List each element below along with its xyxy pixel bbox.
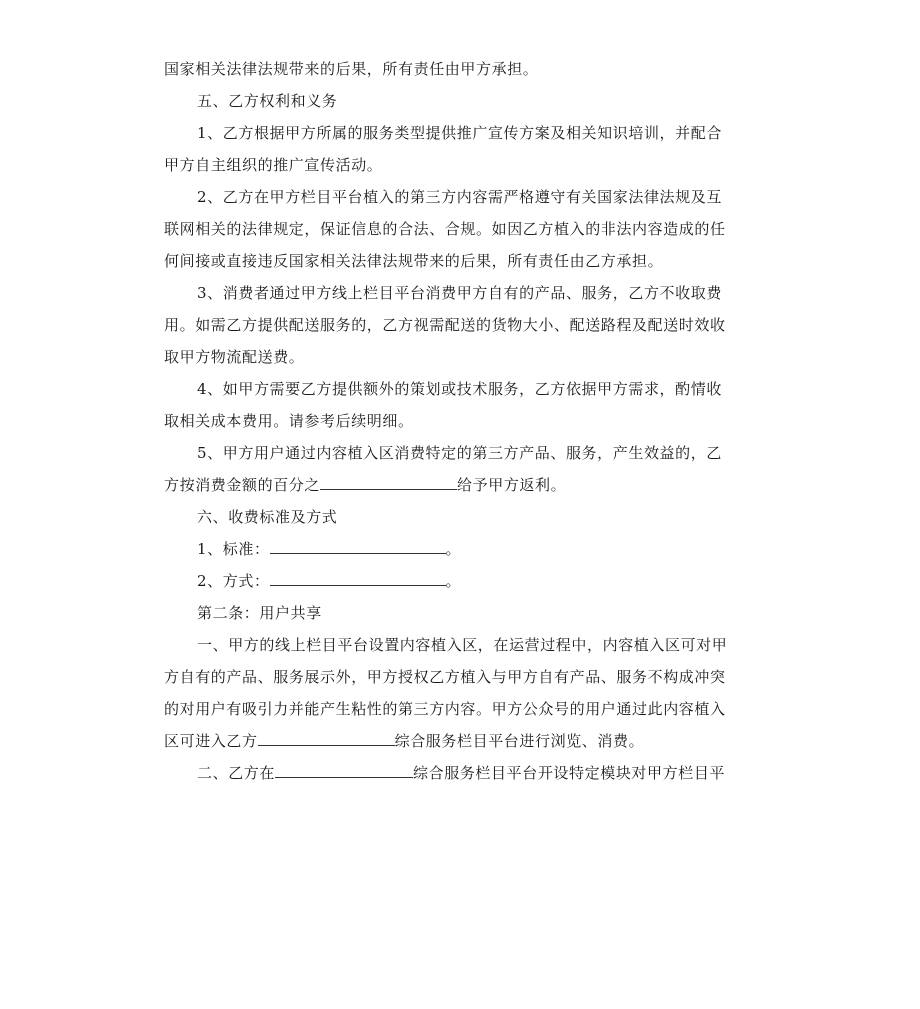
text-line: 一、甲方的线上栏目平台设置内容植入区，在运营过程中，内容植入区可对甲	[197, 636, 728, 654]
fill-in-blank[interactable]	[270, 539, 446, 554]
text-segment: 。	[445, 540, 462, 558]
text-line: 何间接或直接违反国家相关法律法规带来的后果，所有责任由乙方承担。	[164, 252, 664, 270]
text-line: 5、甲方用户通过内容植入区消费特定的第三方产品、服务，产生效益的，乙	[197, 444, 722, 462]
text-segment: 二、乙方在	[197, 764, 276, 782]
text-line: 甲方自主组织的推广宣传活动。	[164, 156, 383, 174]
section-heading: 五、乙方权利和义务	[197, 92, 338, 110]
text-line: 取甲方物流配送费。	[164, 348, 305, 366]
text-segment: 1、标准：	[197, 540, 270, 558]
text-line	[164, 475, 764, 495]
text-segment: 方按消费金额的百分之	[164, 476, 321, 494]
text-line: 方自有的产品、服务展示外，甲方授权乙方植入与甲方自有产品、服务不构成冲突	[164, 668, 726, 686]
text-segment: 2、方式：	[197, 572, 270, 590]
text-line	[197, 539, 797, 559]
fill-in-blank[interactable]	[275, 763, 413, 778]
text-segment: 综合服务栏目平台开设特定模块对甲方栏目平	[413, 764, 726, 782]
text-segment: 综合服务栏目平台进行浏览、消费。	[394, 732, 645, 750]
text-line: 2、乙方在甲方栏目平台植入的第三方内容需严格遵守有关国家法律法规及互	[197, 188, 722, 206]
text-line: 联网相关的法律规定，保证信息的合法、合规。如因乙方植入的非法内容造成的任	[164, 220, 726, 238]
fill-in-blank[interactable]	[258, 731, 395, 746]
text-line	[164, 731, 764, 751]
text-line: 取相关成本费用。请参考后续明细。	[164, 412, 414, 430]
text-segment: 。	[445, 572, 462, 590]
article-heading: 第二条：用户共享	[197, 604, 322, 622]
fill-in-blank[interactable]	[320, 475, 457, 490]
text-line: 国家相关法律法规带来的后果，所有责任由甲方承担。	[164, 60, 539, 78]
text-line: 1、乙方根据甲方所属的服务类型提供推广宣传方案及相关知识培训，并配合	[197, 124, 722, 142]
text-line: 用。如需乙方提供配送服务的，乙方视需配送的货物大小、配送路程及配送时效收	[164, 316, 726, 334]
text-line: 的对用户有吸引力并能产生粘性的第三方内容。甲方公众号的用户通过此内容植入	[164, 700, 726, 718]
text-line: 4、如甲方需要乙方提供额外的策划或技术服务，乙方依据甲方需求，酌情收	[197, 380, 722, 398]
text-line: 3、消费者通过甲方线上栏目平台消费甲方自有的产品、服务，乙方不收取费	[197, 284, 722, 302]
text-line	[197, 763, 797, 783]
text-line	[197, 571, 797, 591]
text-segment: 区可进入乙方	[164, 732, 258, 750]
text-segment: 给予甲方返利。	[457, 476, 567, 494]
fill-in-blank[interactable]	[270, 571, 446, 586]
section-heading: 六、收费标准及方式	[197, 508, 338, 526]
